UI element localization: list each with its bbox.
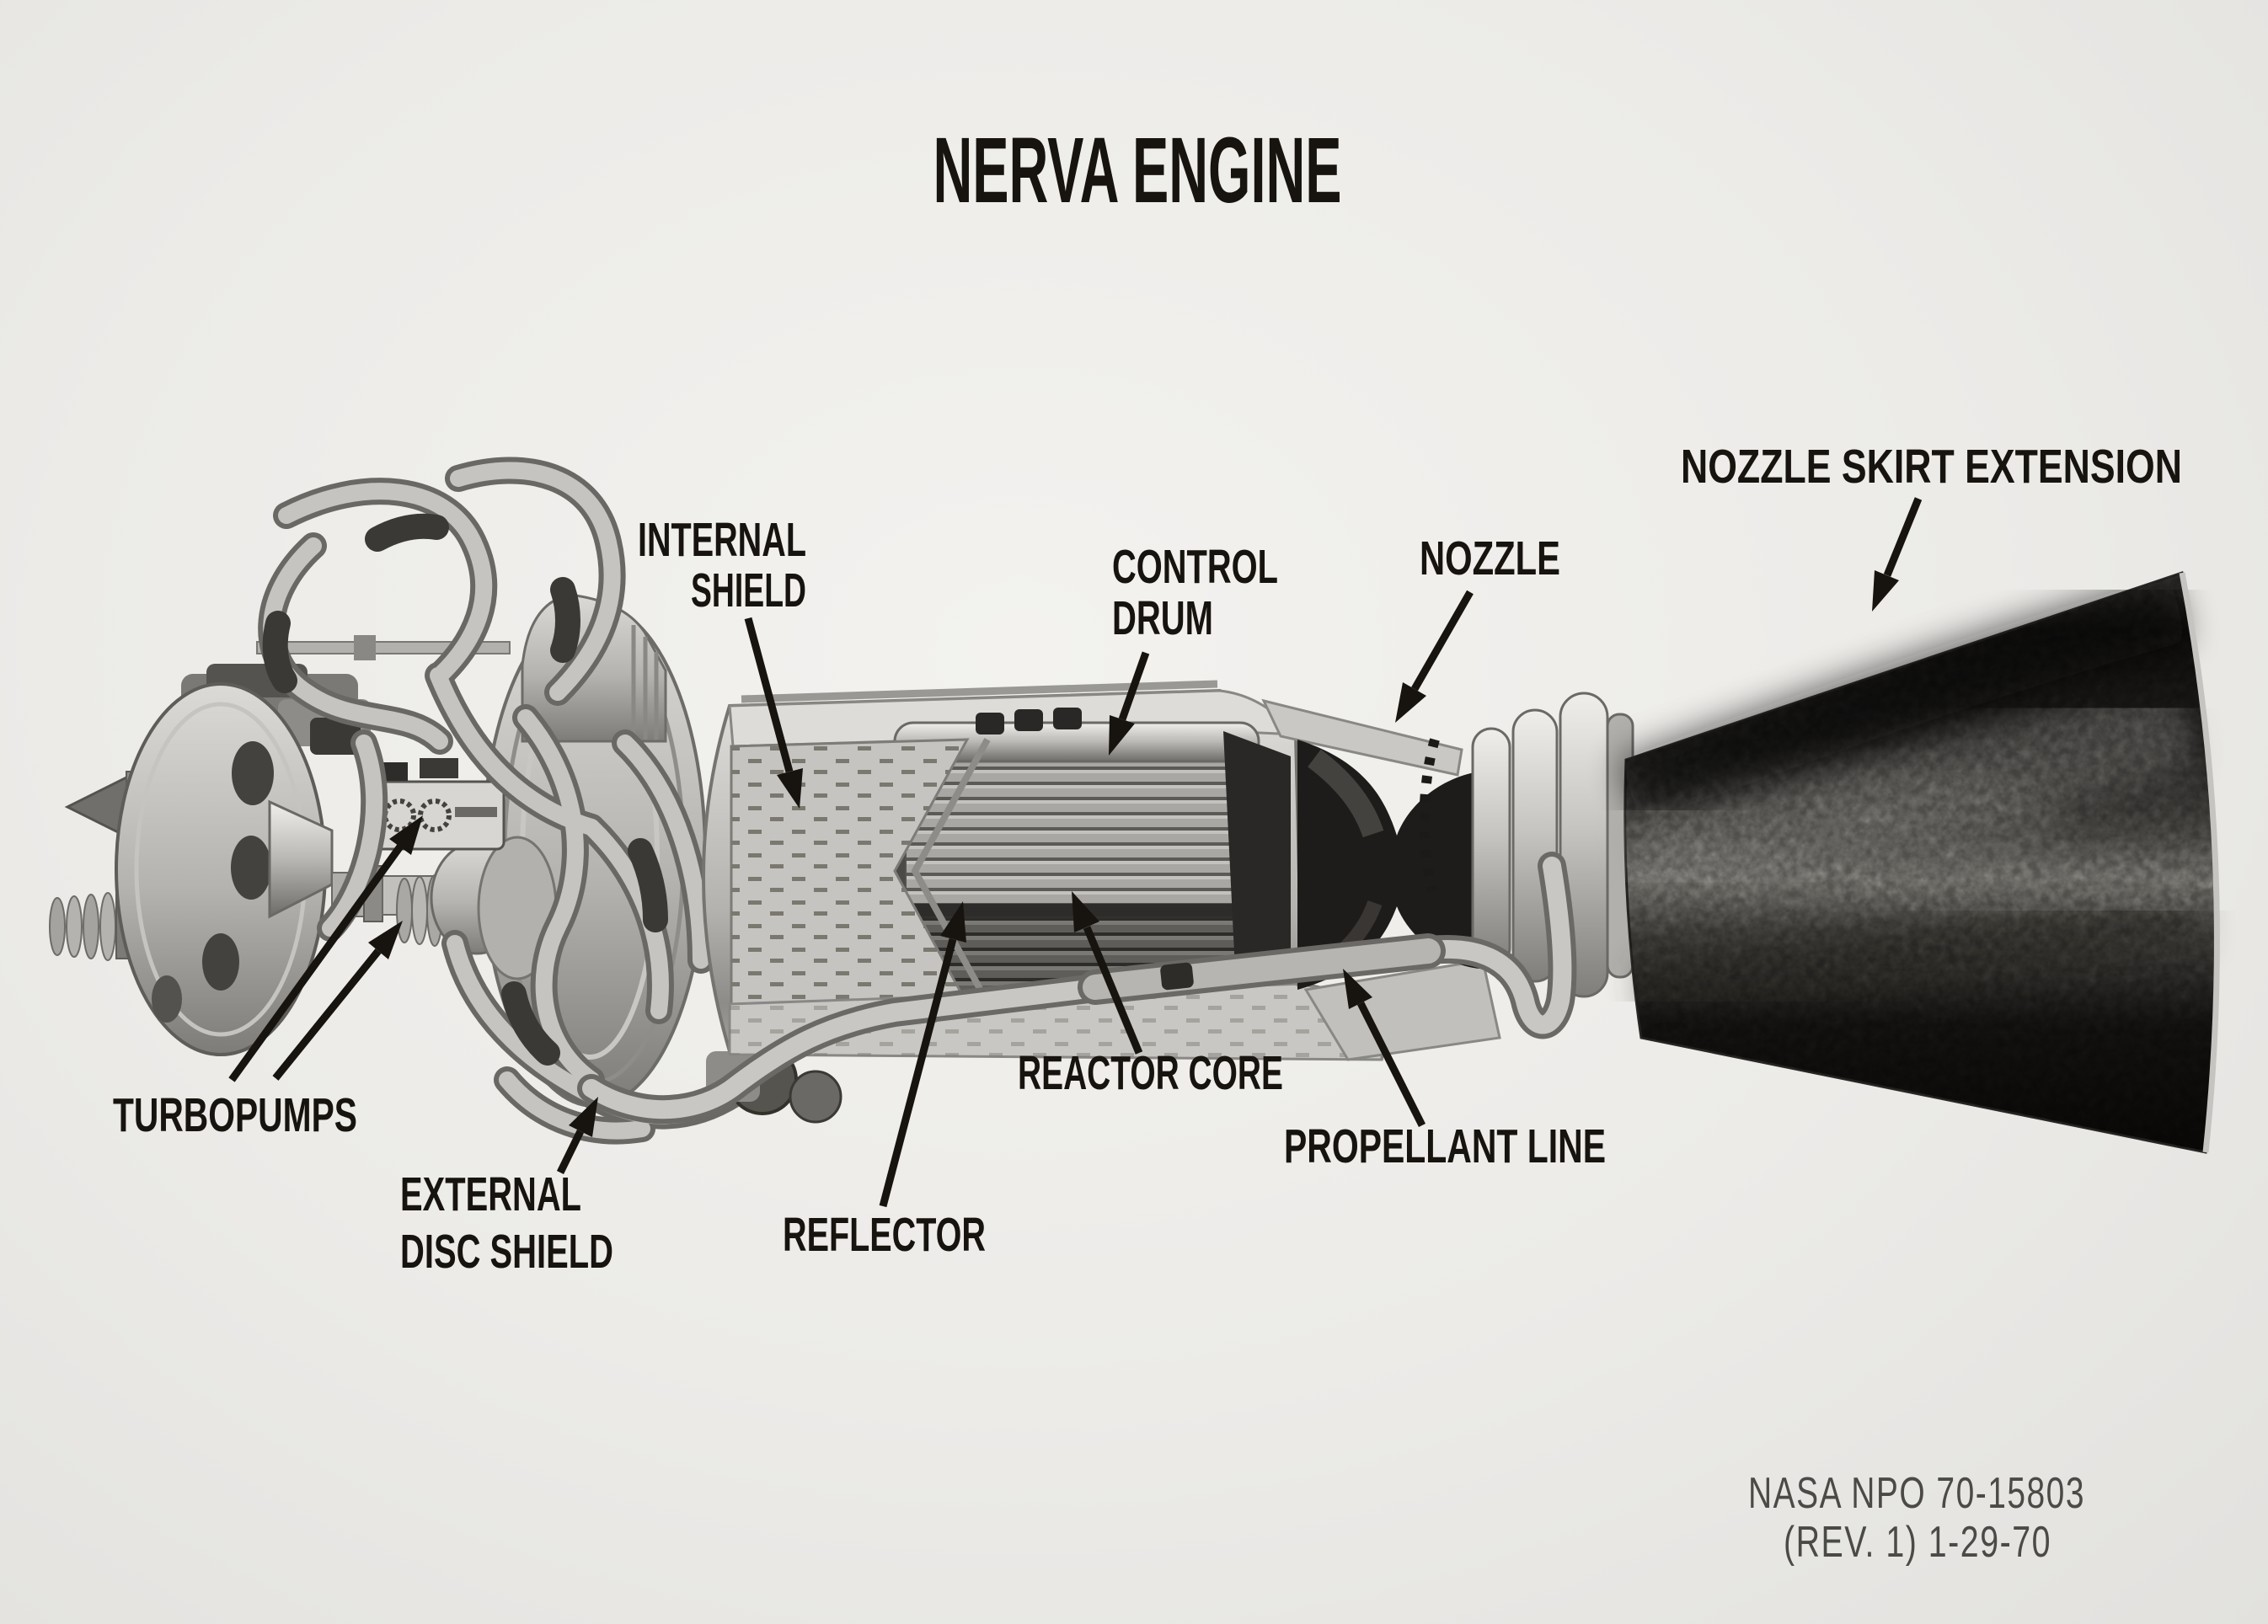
reactor-core-upper-bank — [906, 761, 1268, 904]
label-turbopumps: TURBOPUMPS — [113, 1088, 357, 1142]
label-reactor-core: REACTOR CORE — [1018, 1046, 1283, 1100]
arrow-nozzle — [1395, 592, 1470, 723]
label-propellant-line: PROPELLANT LINE — [1284, 1119, 1606, 1173]
label-nozzle-skirt-extension: NOZZLE SKIRT EXTENSION — [1681, 440, 2182, 494]
label-internal-shield-line1: INTERNAL — [638, 513, 806, 567]
label-internal-shield-line2: SHIELD — [691, 564, 806, 617]
page-title: NERVA ENGINE — [933, 119, 1342, 222]
arrow-nozzle-skirt-extension — [1872, 499, 1918, 612]
credit-id-number: NASA NPO 70-15803 — [1748, 1469, 2085, 1518]
label-external-disc-shield-line1: EXTERNAL — [400, 1167, 581, 1221]
pipe-clamp — [1160, 962, 1195, 991]
label-control-drum-line1: CONTROL — [1112, 540, 1278, 594]
nozzle-skirt-cone — [1625, 573, 2217, 1152]
label-reflector: REFLECTOR — [783, 1208, 986, 1262]
label-nozzle: NOZZLE — [1420, 532, 1560, 585]
label-external-disc-shield-line2: DISC SHIELD — [400, 1225, 613, 1279]
label-control-drum-line2: DRUM — [1112, 591, 1213, 645]
credit-revision-date: (REV. 1) 1-29-70 — [1784, 1518, 2051, 1567]
rod-clamp — [354, 635, 376, 660]
